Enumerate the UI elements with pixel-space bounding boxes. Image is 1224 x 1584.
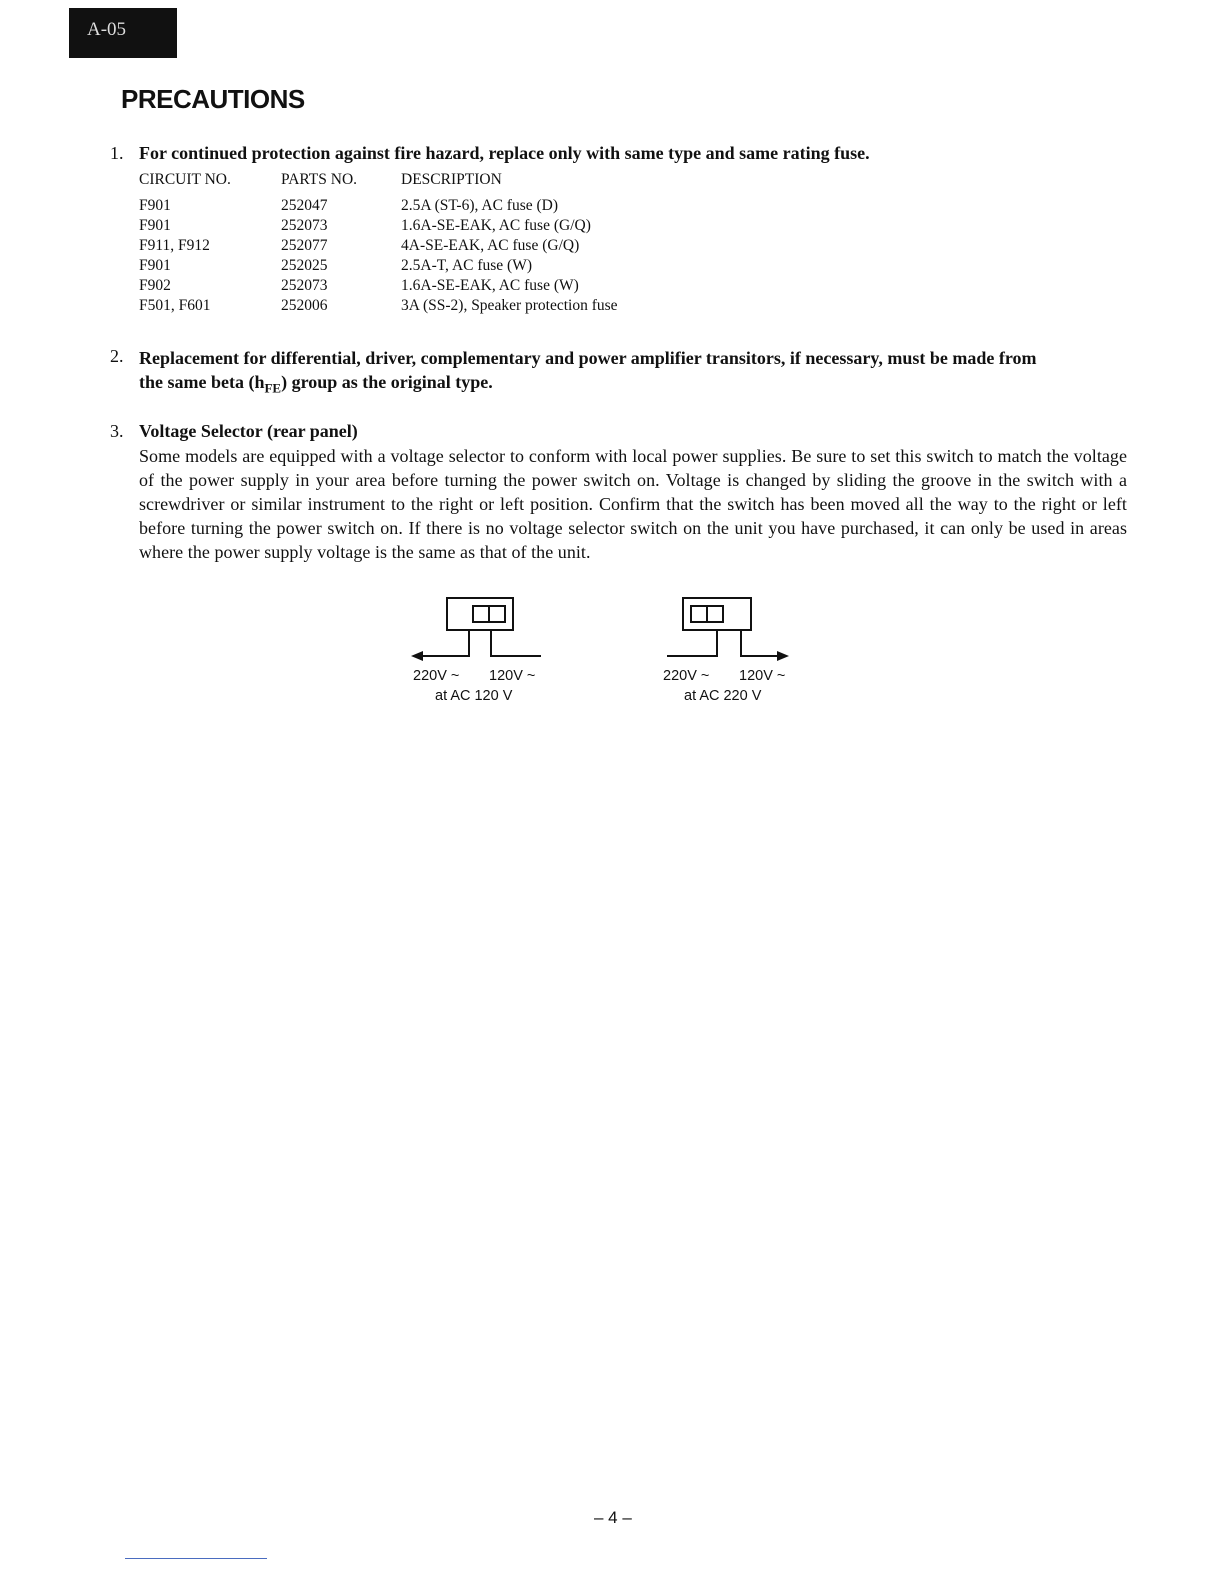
item-heading <box>139 346 1127 401</box>
table-row <box>139 196 761 216</box>
circuit-no-cell: F902 <box>139 277 171 294</box>
table-row <box>139 256 761 276</box>
footer-rule <box>125 1558 267 1559</box>
item-heading-line2-end: ) group as the original type. <box>281 372 493 392</box>
table-row <box>139 216 761 236</box>
column-header-description: DESCRIPTION <box>401 171 502 188</box>
label-220v: 220V ~ <box>663 668 710 684</box>
voltage-selector-diagram-220v <box>655 596 835 716</box>
parts-no-cell: 252006 <box>281 297 328 314</box>
table-row <box>139 276 761 296</box>
circuit-no-cell: F901 <box>139 257 171 274</box>
description-cell: 1.6A-SE-EAK, AC fuse (G/Q) <box>401 217 591 234</box>
column-header-circuit-no: CIRCUIT NO. <box>139 171 231 188</box>
page-title: PRECAUTIONS <box>121 84 305 114</box>
item-heading: Voltage Selector (rear panel) <box>139 421 358 441</box>
page-number: – 4 – <box>594 1508 632 1527</box>
description-cell: 3A (SS-2), Speaker protection fuse <box>401 297 618 314</box>
table-header-row <box>139 170 761 196</box>
hfe-subscript: FE <box>264 380 282 396</box>
column-header-parts-no: PARTS NO. <box>281 171 358 188</box>
circuit-no-cell: F501, F601 <box>139 297 211 314</box>
circuit-no-cell: F911, F912 <box>139 237 210 254</box>
item-heading-line1: Replacement for differential, driver, complementary and power amplifier transitors, if necessary, must be made from <box>139 348 1037 368</box>
item-number: 3. <box>110 421 124 441</box>
fuse-table <box>139 170 761 316</box>
parts-no-cell: 252025 <box>281 257 328 274</box>
diagram-caption: at AC 120 V <box>435 688 513 704</box>
label-120v: 120V ~ <box>739 668 786 684</box>
description-cell: 4A-SE-EAK, AC fuse (G/Q) <box>401 237 580 254</box>
circuit-no-cell: F901 <box>139 197 171 214</box>
label-120v: 120V ~ <box>489 668 536 684</box>
item-number: 2. <box>110 346 124 366</box>
table-row <box>139 296 761 316</box>
parts-no-cell: 252077 <box>281 237 328 254</box>
item-number: 1. <box>110 143 124 163</box>
item-heading-line2-start: the same beta (h <box>139 372 265 392</box>
model-tab: A-05 <box>69 8 177 58</box>
parts-no-cell: 252073 <box>281 277 328 294</box>
item-heading: For continued protection against fire hazard, replace only with same type and same rating fuse. <box>139 143 870 163</box>
label-220v: 220V ~ <box>413 668 460 684</box>
parts-no-cell: 252073 <box>281 217 328 234</box>
voltage-selector-diagram-120v <box>405 596 585 716</box>
diagram-caption: at AC 220 V <box>684 688 762 704</box>
description-cell: 2.5A-T, AC fuse (W) <box>401 257 533 274</box>
parts-no-cell: 252047 <box>281 197 328 214</box>
description-cell: 2.5A (ST-6), AC fuse (D) <box>401 197 559 214</box>
table-row <box>139 236 761 256</box>
circuit-no-cell: F901 <box>139 217 171 234</box>
voltage-selector-paragraph: Some models are equipped with a voltage selector to conform with local power supplies. Be sure to set this switch to match the voltage of the power supply in your area before turning the power switch on. Voltage is changed by sliding the groove in the switch with a screwdriver or similar instrument to the right or left position. Confirm that the switch has been moved all the way to the right or left before turning the power switch on. If there is no voltage selector switch on the unit you have purchased, it can only be used in areas where the power supply voltage is the same as that of the unit. <box>139 446 1127 562</box>
description-cell: 1.6A-SE-EAK, AC fuse (W) <box>401 277 579 294</box>
